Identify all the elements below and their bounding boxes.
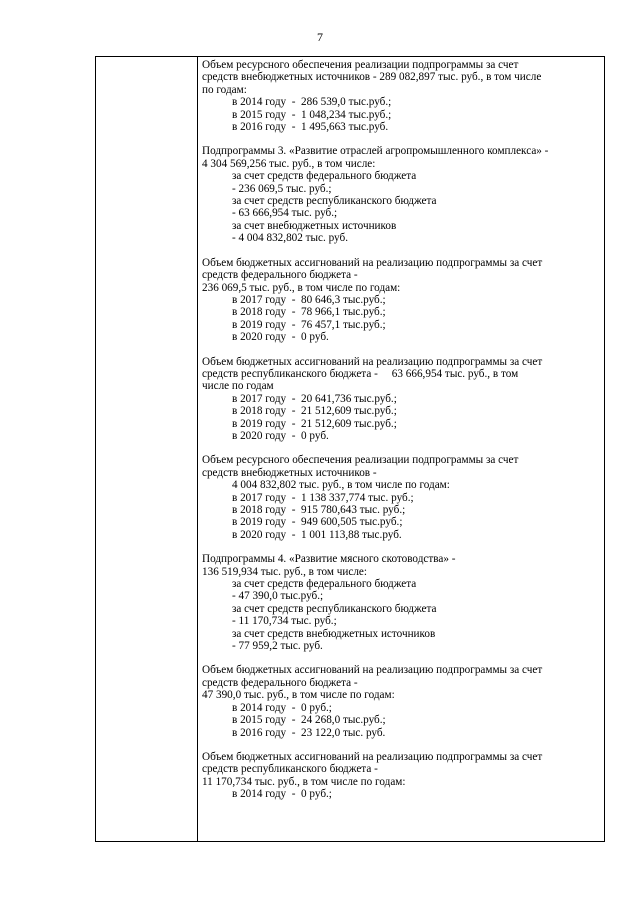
text-line: за счет внебюджетных источников bbox=[232, 219, 397, 232]
text-line: 236 069,5 тыс. руб., в том числе по годам: bbox=[202, 281, 401, 294]
text-line: в 2015 году - 24 268,0 тыс.руб.; bbox=[232, 714, 386, 727]
paragraph bbox=[202, 454, 602, 541]
text-line: в 2014 году - 0 руб.; bbox=[232, 788, 332, 801]
text-line: - 11 170,734 тыс. руб.; bbox=[232, 615, 337, 628]
text-line: средств республиканского бюджета - 63 666,954 тыс. руб., в том bbox=[202, 367, 519, 380]
text-line: 47 390,0 тыс. руб., в том числе по годам: bbox=[202, 689, 395, 702]
text-line: в 2020 году - 0 руб. bbox=[232, 429, 329, 442]
text-line: средств внебюджетных источников - bbox=[202, 466, 377, 479]
text-line: - 77 959,2 тыс. руб. bbox=[232, 640, 323, 653]
text-line: в 2016 году - 1 495,663 тыс.руб. bbox=[232, 121, 389, 134]
text-line: средств федерального бюджета - bbox=[202, 676, 358, 689]
table-cell-content bbox=[202, 59, 602, 801]
text-line: Объем бюджетных ассигнований на реализацию подпрограммы за счет bbox=[202, 256, 543, 269]
text-line: 136 519,934 тыс. руб., в том числе: bbox=[202, 565, 367, 578]
text-line: - 63 666,954 тыс. руб.; bbox=[232, 207, 338, 220]
paragraph bbox=[202, 356, 602, 443]
text-line: - 4 004 832,802 тыс. руб. bbox=[232, 232, 348, 245]
column-divider bbox=[197, 56, 198, 841]
paragraph-gap bbox=[202, 541, 602, 553]
paragraph-gap bbox=[202, 133, 602, 145]
text-line: в 2019 году - 76 457,1 тыс.руб.; bbox=[232, 318, 386, 331]
text-line: средств федерального бюджета - bbox=[202, 269, 358, 282]
paragraph bbox=[202, 664, 602, 738]
text-line: за счет средств федерального бюджета bbox=[232, 170, 417, 183]
text-line: Объем бюджетных ассигнований на реализацию подпрограммы за счет bbox=[202, 750, 543, 763]
page-number: 7 bbox=[317, 30, 323, 44]
paragraph bbox=[202, 553, 602, 652]
text-line: по годам: bbox=[202, 83, 247, 96]
text-line: в 2020 году - 1 001 113,88 тыс.руб. bbox=[232, 528, 402, 541]
text-line: за счет средств республиканского бюджета bbox=[232, 195, 437, 208]
paragraph-gap bbox=[202, 344, 602, 356]
paragraph bbox=[202, 751, 602, 801]
text-line: Объем ресурсного обеспечения реализации подпрограммы за счет bbox=[202, 59, 519, 71]
text-line: в 2017 году - 1 138 337,774 тыс. руб.; bbox=[232, 491, 414, 504]
paragraph bbox=[202, 257, 602, 344]
text-line: Подпрограммы 4. «Развитие мясного скотоводства» - bbox=[202, 553, 456, 566]
paragraph-gap bbox=[202, 442, 602, 454]
text-line: в 2020 году - 0 руб. bbox=[232, 331, 329, 344]
text-line: - 47 390,0 тыс.руб.; bbox=[232, 590, 324, 603]
paragraph bbox=[202, 59, 602, 133]
document-table bbox=[95, 56, 605, 842]
text-line: за счет средств федерального бюджета bbox=[232, 578, 417, 591]
text-line: 4 304 569,256 тыс. руб., в том числе: bbox=[202, 157, 376, 170]
paragraph-gap bbox=[202, 245, 602, 257]
text-line: средств внебюджетных источников - 289 082,897 тыс. руб., в том числе bbox=[202, 71, 542, 84]
text-line: в 2014 году - 0 руб.; bbox=[232, 701, 332, 714]
text-line: числе по годам bbox=[202, 380, 274, 393]
text-line: за счет средств внебюджетных источников bbox=[232, 627, 436, 640]
text-line: за счет средств республиканского бюджета bbox=[232, 602, 437, 615]
text-line: 11 170,734 тыс. руб., в том числе по годам: bbox=[202, 775, 406, 788]
text-line: Подпрограммы 3. «Развитие отраслей агропромышленного комплекса» - bbox=[202, 145, 549, 158]
text-line: Объем бюджетных ассигнований на реализацию подпрограммы за счет bbox=[202, 664, 543, 677]
text-line: в 2014 году - 286 539,0 тыс.руб.; bbox=[232, 96, 392, 109]
text-line: в 2015 году - 1 048,234 тыс.руб.; bbox=[232, 108, 392, 121]
text-line: Объем бюджетных ассигнований на реализацию подпрограммы за счет bbox=[202, 355, 543, 368]
paragraph-gap bbox=[202, 652, 602, 664]
text-line: в 2018 году - 78 966,1 тыс.руб.; bbox=[232, 306, 386, 319]
text-line: в 2019 году - 949 600,505 тыс.руб.; bbox=[232, 516, 403, 529]
text-line: в 2017 году - 80 646,3 тыс.руб.; bbox=[232, 293, 386, 306]
text-line: в 2016 году - 23 122,0 тыс. руб. bbox=[232, 726, 386, 739]
text-line: в 2019 году - 21 512,609 тыс.руб.; bbox=[232, 417, 397, 430]
text-line: Объем ресурсного обеспечения реализации подпрограммы за счет bbox=[202, 454, 519, 467]
text-line: 4 004 832,802 тыс. руб., в том числе по годам: bbox=[232, 479, 450, 492]
text-line: средств республиканского бюджета - bbox=[202, 763, 378, 776]
paragraph bbox=[202, 145, 602, 244]
paragraph-gap bbox=[202, 739, 602, 751]
text-line: в 2018 году - 915 780,643 тыс. руб.; bbox=[232, 504, 406, 516]
text-line: в 2018 году - 21 512,609 тыс.руб.; bbox=[232, 405, 397, 418]
text-line: в 2017 году - 20 641,736 тыс.руб.; bbox=[232, 392, 397, 405]
text-line: - 236 069,5 тыс. руб.; bbox=[232, 182, 332, 195]
